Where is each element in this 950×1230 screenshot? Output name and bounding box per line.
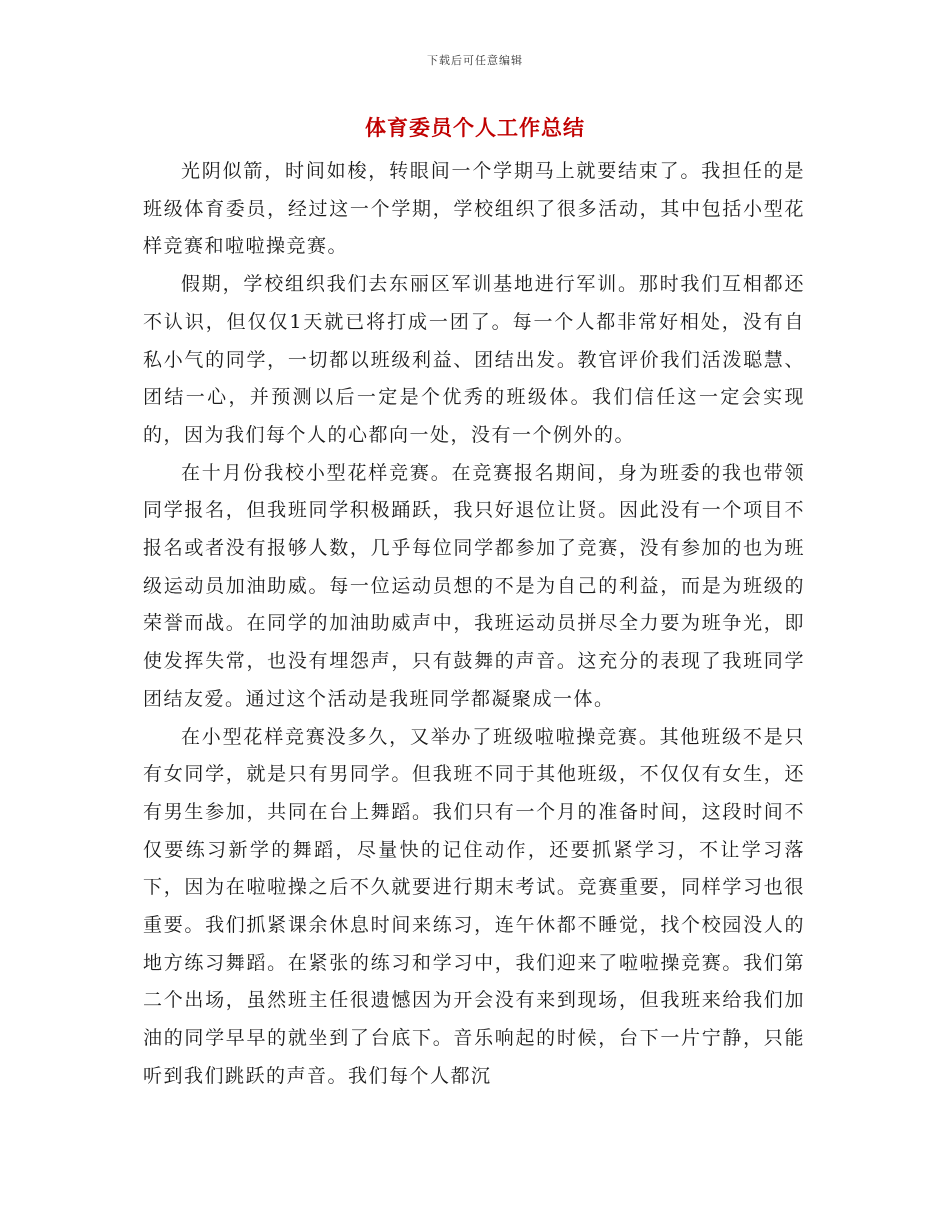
paragraph-2: 假期，学校组织我们去东丽区军训基地进行军训。那时我们互相都还不认识，但仅仅1天就已将打成一团了。每一个人都非常好相处，没有自私小气的同学，一切都以班级利益、团结出发。教官评价我们活泼聪慧、团结一心，并预测以后一定是个优秀的班级体。我们信任这一定会实现的，因为我们每个人的心都向一处，没有一个例外的。	[143, 273, 805, 446]
document-body	[143, 153, 805, 1096]
paragraph-3: 在十月份我校小型花样竞赛。在竞赛报名期间，身为班委的我也带领同学报名，但我班同学积极踊跃，我只好退位让贤。因此没有一个项目不报名或者没有报够人数，几乎每位同学都参加了竞赛，没有参加的也为班级运动员加油助威。每一位运动员想的不是为自己的利益，而是为班级的荣誉而战。在同学的加油助威声中，我班运动员拼尽全力要为班争光，即使发挥失常，也没有埋怨声，只有鼓舞的声音。这充分的表现了我班同学团结友爱。通过这个活动是我班同学都凝聚成一体。	[143, 461, 805, 710]
paragraph-4: 在小型花样竞赛没多久，又举办了班级啦啦操竞赛。其他班级不是只有女同学，就是只有男同学。但我班不同于其他班级，不仅仅有女生，还有男生参加，共同在台上舞蹈。我们只有一个月的准备时间，这段时间不仅要练习新学的舞蹈，尽量快的记住动作，还要抓紧学习，不让学习落下，因为在啦啦操之后不久就要进行期末考试。竞赛重要，同样学习也很重要。我们抓紧课余休息时间来练习，连午休都不睡觉，找个校园没人的地方练习舞蹈。在紧张的练习和学习中，我们迎来了啦啦操竞赛。我们第二个出场，虽然班主任很遗憾因为开会没有来到现场，但我班来给我们加油的同学早早的就坐到了台底下。音乐响起的时候，台下一片宁静，只能听到我们跳跃的声音。我们每个人都沉	[143, 725, 805, 1087]
header-note: 下载后可任意编辑	[427, 54, 523, 67]
document-title: 体育委员个人工作总结	[365, 115, 585, 140]
paragraph-1: 光阴似箭，时间如梭，转眼间一个学期马上就要结束了。我担任的是班级体育委员，经过这一个学期，学校组织了很多活动，其中包括小型花样竞赛和啦啦操竞赛。	[143, 160, 805, 258]
